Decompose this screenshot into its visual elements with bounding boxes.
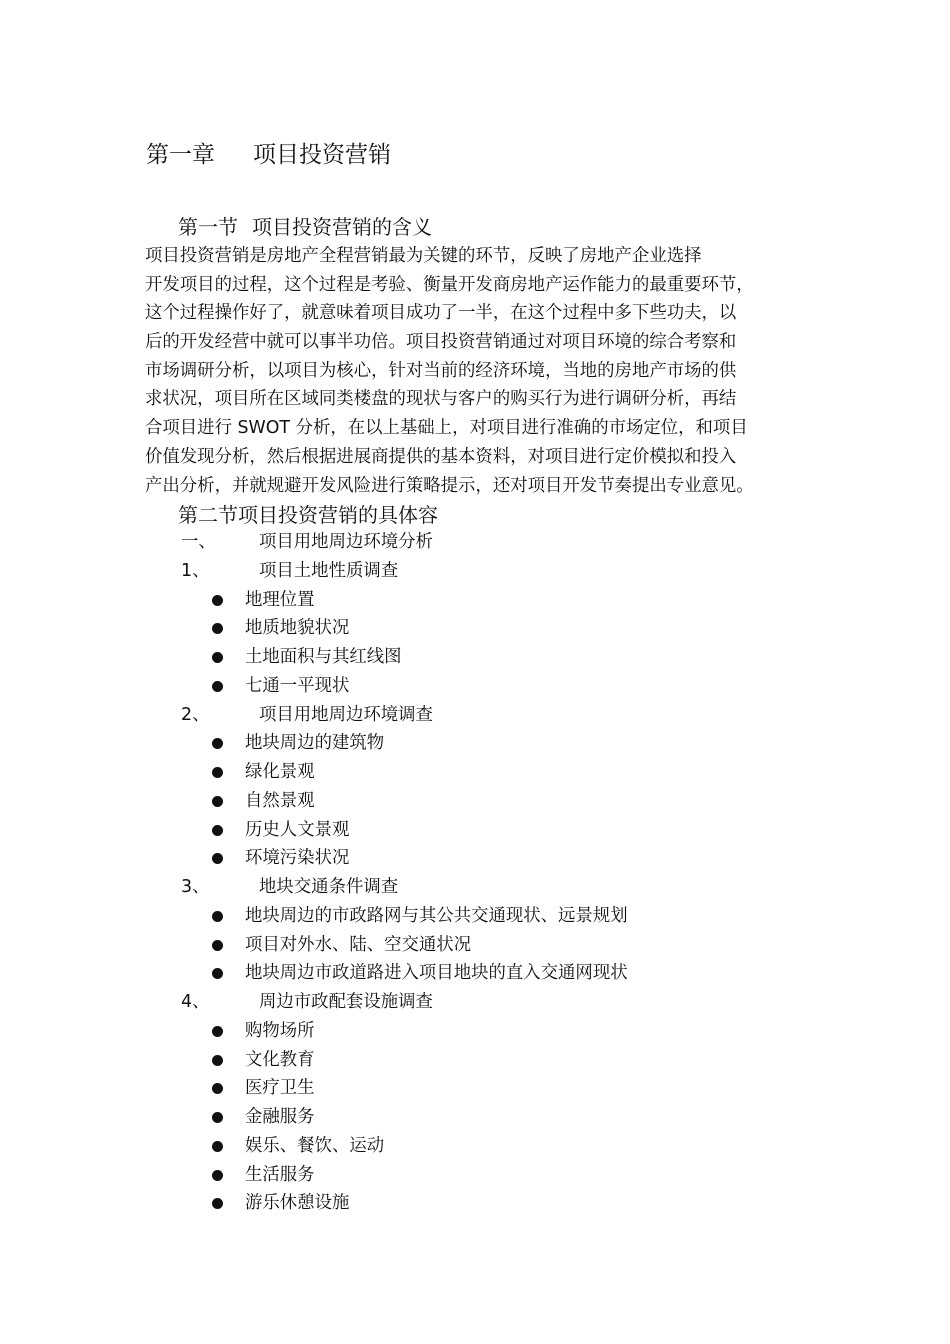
bullet-item xyxy=(0,729,950,758)
bullet-item xyxy=(0,931,950,960)
numbered-heading xyxy=(0,701,950,730)
bullet-item xyxy=(0,1103,950,1132)
bullet-label: 文化教育 xyxy=(245,1049,315,1070)
bullet-item xyxy=(0,643,950,672)
bullet-icon xyxy=(212,738,223,749)
bullet-label: 地块周边的建筑物 xyxy=(245,733,385,754)
part-one-heading xyxy=(0,528,950,557)
bullet-label: 自然景观 xyxy=(245,790,315,811)
bullet-label: 七通一平现状 xyxy=(245,675,350,696)
bullet-label: 绿化景观 xyxy=(245,762,315,782)
paragraph-line: 产出分析，并就规避开发风险进行策略提示，还对项目开发节奏提出专业意见。 xyxy=(145,475,754,496)
section-1-paragraph xyxy=(145,242,815,500)
bullet-item xyxy=(0,1132,950,1161)
part-number: 一、 xyxy=(181,532,216,552)
section-1-title: 项目投资营销的含义 xyxy=(252,215,432,239)
heading-number: 4、 xyxy=(181,992,210,1012)
bullet-label: 地质地貌状况 xyxy=(245,618,350,639)
paragraph-line: 价值发现分析，然后根据进展商提供的基本资料，对项目进行定价模拟和投入 xyxy=(145,446,737,467)
bullet-icon xyxy=(212,911,223,922)
bullet-label: 生活服务 xyxy=(245,1164,315,1185)
section-2-outline xyxy=(0,528,950,1218)
bullet-label: 金融服务 xyxy=(245,1107,315,1127)
bullet-icon xyxy=(212,940,223,951)
numbered-heading xyxy=(0,873,950,902)
paragraph-line: 开发项目的过程，这个过程是考验、衡量开发商房地产运作能力的最重要环节， xyxy=(145,274,754,295)
bullet-icon xyxy=(212,595,223,606)
paragraph-line: 项目投资营销是房地产全程营销最为关键的环节，反映了房地产企业选择 xyxy=(145,246,702,266)
bullet-item xyxy=(0,902,950,931)
bullet-icon xyxy=(212,1055,223,1066)
bullet-icon xyxy=(212,1026,223,1037)
bullet-label: 历史人文景观 xyxy=(245,819,350,840)
bullet-icon xyxy=(212,968,223,979)
bullet-label: 医疗卫生 xyxy=(245,1078,315,1099)
paragraph-line: 市场调研分析，以项目为核心，针对当前的经济环境，当地的房地产市场的供 xyxy=(145,360,737,381)
bullet-icon xyxy=(212,1083,223,1094)
bullet-icon xyxy=(212,796,223,807)
bullet-item xyxy=(0,672,950,701)
bullet-label: 地块周边市政道路进入项目地块的直入交通网现状 xyxy=(245,963,628,984)
bullet-icon xyxy=(212,623,223,634)
chapter-title: 项目投资营销 xyxy=(253,142,391,168)
heading-label: 项目用地周边环境调查 xyxy=(259,704,433,725)
heading-number: 1、 xyxy=(181,560,210,581)
bullet-icon xyxy=(212,1170,223,1181)
bullet-item xyxy=(0,844,950,873)
bullet-label: 购物场所 xyxy=(245,1020,315,1041)
bullet-icon xyxy=(212,767,223,778)
bullet-label: 游乐休憩设施 xyxy=(245,1193,350,1214)
bullet-item xyxy=(0,614,950,643)
bullet-icon xyxy=(212,1141,223,1152)
numbered-heading xyxy=(0,557,950,586)
bullet-icon xyxy=(212,1198,223,1209)
bullet-item xyxy=(0,758,950,787)
bullet-item xyxy=(0,1189,950,1218)
chapter-heading xyxy=(146,140,391,170)
bullet-label: 娱乐、餐饮、运动 xyxy=(245,1135,385,1156)
chapter-number: 第一章 xyxy=(146,142,215,168)
bullet-icon xyxy=(212,681,223,692)
bullet-label: 环境污染状况 xyxy=(245,848,350,869)
section-1-number: 第一节 xyxy=(178,215,238,239)
bullet-item xyxy=(0,1161,950,1190)
heading-number: 2、 xyxy=(181,704,210,725)
heading-label: 项目土地性质调查 xyxy=(259,560,399,581)
heading-number: 3、 xyxy=(181,877,210,897)
bullet-item xyxy=(0,1074,950,1103)
bullet-item xyxy=(0,816,950,845)
bullet-label: 项目对外水、陆、空交通状况 xyxy=(245,934,472,955)
paragraph-line: 求状况，项目所在区域同类楼盘的现状与客户的购买行为进行调研分析，再结 xyxy=(145,389,737,410)
bullet-icon xyxy=(212,825,223,836)
paragraph-line: 后的开发经营中就可以事半功倍。项目投资营销通过对项目环境的综合考察和 xyxy=(145,332,737,353)
numbered-heading xyxy=(0,988,950,1017)
section-2-heading: 第二节项目投资营销的具体容 xyxy=(178,503,438,527)
bullet-item xyxy=(0,787,950,816)
bullet-item xyxy=(0,1017,950,1046)
bullet-label: 土地面积与其红线图 xyxy=(245,647,402,667)
bullet-item xyxy=(0,959,950,988)
heading-label: 周边市政配套设施调查 xyxy=(259,992,433,1012)
bullet-item xyxy=(0,1046,950,1075)
paragraph-line: 合项目进行 SWOT 分析，在以上基础上，对项目进行准确的市场定位，和项目 xyxy=(145,418,748,439)
paragraph-line: 这个过程操作好了，就意味着项目成功了一半，在这个过程中多下些功夫，以 xyxy=(145,303,737,324)
bullet-icon xyxy=(212,853,223,864)
bullet-icon xyxy=(212,1112,223,1123)
section-1-heading xyxy=(178,214,432,240)
heading-label: 地块交通条件调查 xyxy=(259,877,399,897)
bullet-item xyxy=(0,586,950,615)
bullet-icon xyxy=(212,652,223,663)
bullet-label: 地理位置 xyxy=(245,589,315,610)
bullet-label: 地块周边的市政路网与其公共交通现状、远景规划 xyxy=(245,905,628,926)
part-label: 项目用地周边环境分析 xyxy=(259,532,433,552)
